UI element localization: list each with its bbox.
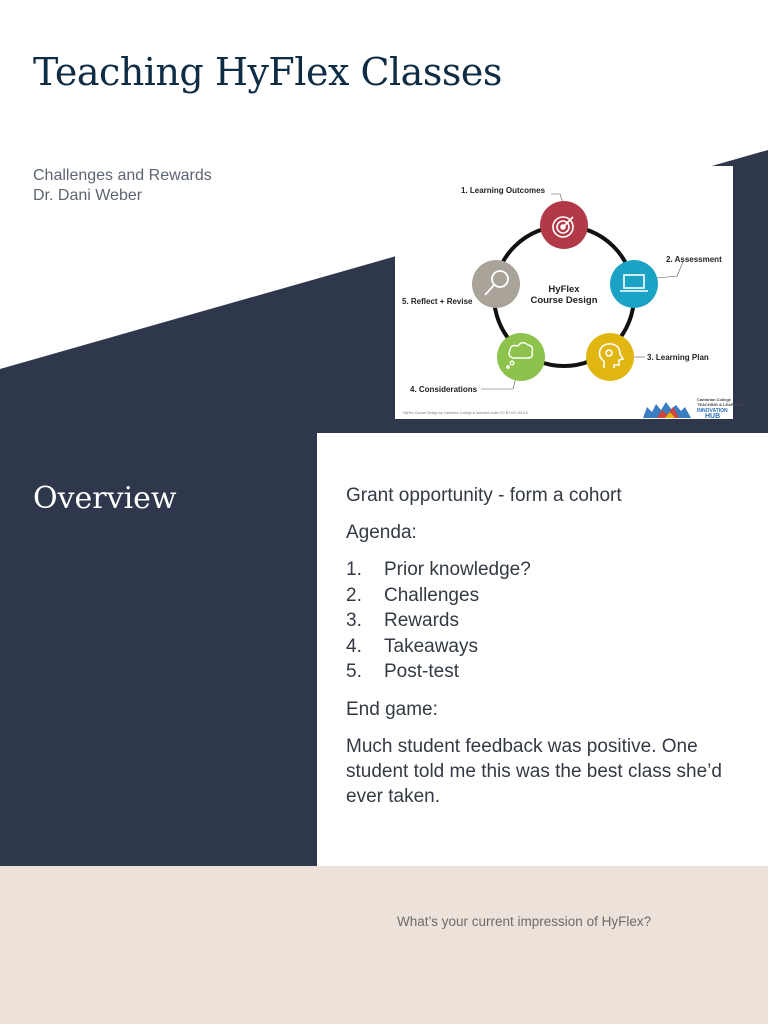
subtitle <box>33 166 212 206</box>
innovation-hub-logo <box>643 397 744 420</box>
feedback-text: Much student feedback was positive. One student told me this was the best class she’d ever taken. <box>346 735 722 807</box>
step-label: 2. Assessment <box>666 255 722 264</box>
endgame-label: End game: <box>346 698 438 720</box>
question-slide <box>0 866 768 1024</box>
list-item: 1. Prior knowledge? <box>346 559 531 580</box>
author-line: Dr. Dani Weber <box>33 187 143 204</box>
agenda-label: Agenda: <box>346 522 417 543</box>
subtitle-line: Challenges and Rewards <box>33 167 212 184</box>
diagram-center-title: HyFlex <box>548 284 580 295</box>
svg-text:Cambrian College: Cambrian College <box>697 397 732 402</box>
diagram-center-subtitle: Course Design <box>530 295 598 306</box>
svg-text:HUB: HUB <box>705 413 721 420</box>
step-considerations <box>410 333 545 394</box>
title-slide <box>0 0 768 433</box>
content-panel <box>317 433 768 866</box>
diagram-credit: HyFlex Course Design by Cambrian College is licensed under CC BY-NC-SA 4.0 <box>403 411 528 415</box>
overview-content <box>346 483 751 821</box>
step-label: 1. Learning Outcomes <box>461 186 546 195</box>
list-item: 2. Challenges <box>346 584 480 606</box>
step-label: 3. Learning Plan <box>647 353 709 362</box>
page-title: Teaching HyFlex Classes <box>33 50 502 94</box>
step-learning-plan <box>586 333 709 381</box>
list-item: 3. Rewards <box>346 610 459 631</box>
overview-heading: Overview <box>33 481 177 516</box>
svg-text:TEACHING & LEARNING: TEACHING & LEARNING <box>697 402 744 407</box>
intro-text: Grant opportunity - form a cohort <box>346 485 622 506</box>
step-label: 5. Reflect + Revise <box>402 297 473 306</box>
step-assessment <box>610 255 722 308</box>
agenda-list <box>346 557 751 685</box>
hyflex-cycle-diagram <box>395 166 744 420</box>
question-text: What’s your current impression of HyFlex? <box>397 914 652 929</box>
step-reflect-revise <box>402 260 520 308</box>
list-item: 4. Takeaways <box>346 635 478 657</box>
svg-text:INNOVATION: INNOVATION <box>697 408 728 414</box>
overview-slide <box>0 433 768 866</box>
step-label: 4. Considerations <box>410 385 478 394</box>
list-item: 5. Post-test <box>346 661 459 682</box>
hyflex-diagram-image <box>395 166 744 420</box>
